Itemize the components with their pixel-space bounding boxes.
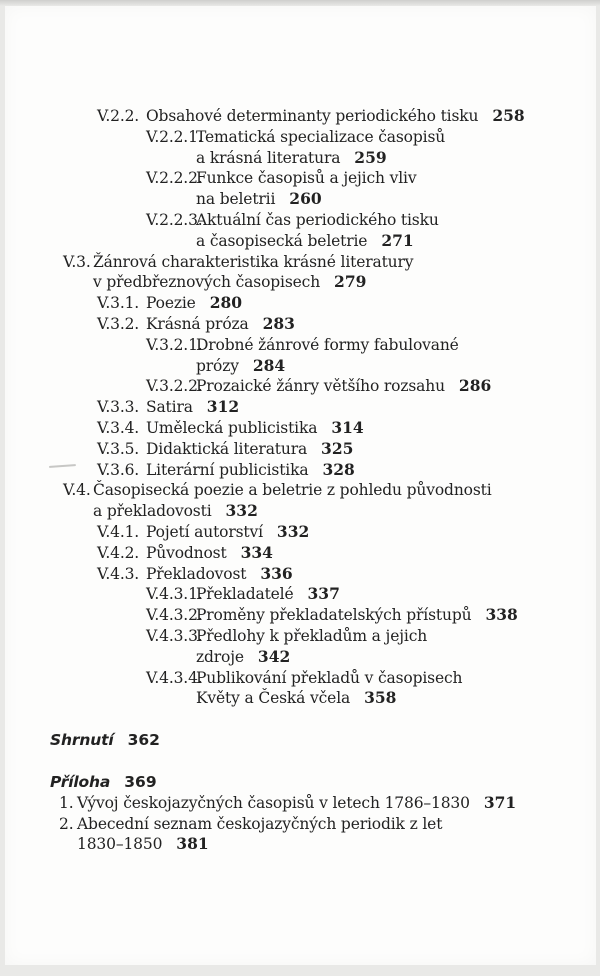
page-number: 381 — [176, 834, 209, 854]
toc-entry — [5, 106, 596, 127]
table-of-contents — [5, 106, 596, 855]
entry-title-line: Žánrová charakteristika krásné literatury — [93, 252, 414, 271]
entry-title — [93, 252, 413, 294]
page-number: 260 — [289, 189, 322, 209]
entry-number: V.2.2.3. — [146, 210, 203, 229]
toc-entry — [5, 439, 596, 460]
entry-title — [146, 397, 239, 418]
section-heading-label: Příloha — [50, 772, 111, 791]
page-number: 325 — [321, 438, 354, 458]
entry-number: V.4.3.2. — [146, 606, 203, 625]
entry-title-line: Časopisecká poezie a beletrie z pohledu původnosti — [93, 481, 492, 500]
page-number: 286 — [458, 376, 492, 396]
entry-number: V.4.3.1. — [146, 585, 203, 604]
entry-title — [77, 793, 516, 814]
entry-title-line: zdroje — [196, 647, 244, 666]
entry-number: V.3.3. — [97, 398, 140, 417]
entry-title-line: na beletrii — [196, 190, 276, 209]
entry-title — [196, 668, 462, 710]
entry-title — [146, 543, 273, 564]
entry-title-line: Aktuální čas periodického tisku — [196, 210, 439, 229]
entry-title-line: prózy — [196, 356, 239, 375]
entry-title — [196, 127, 445, 169]
toc-entry — [5, 522, 596, 543]
entry-title — [196, 626, 427, 668]
entry-title-line: Překladatelé — [196, 585, 294, 604]
entry-number: V.4.2. — [97, 543, 140, 562]
entry-title-line: Abecední seznam českojazyčných periodik z let — [77, 814, 443, 833]
page-number: 338 — [485, 605, 518, 625]
entry-title-line: Květy a Česká včela — [196, 689, 351, 708]
entry-title-line: Prozaické žánry většího rozsahu — [196, 377, 445, 396]
toc-entry — [5, 480, 596, 522]
entry-title — [146, 314, 295, 335]
entry-number: 1. — [59, 793, 74, 812]
entry-number: V.3.1. — [97, 294, 140, 313]
toc-entry — [5, 127, 596, 169]
page-number: 371 — [483, 792, 517, 812]
entry-title — [146, 418, 364, 439]
entry-title — [146, 564, 293, 585]
page-number: 283 — [262, 313, 295, 333]
page-number: 328 — [322, 459, 355, 479]
page-number: 342 — [257, 646, 291, 666]
page-number: 258 — [492, 106, 525, 125]
entry-number: V.3. — [63, 252, 91, 271]
entry-number: V.2.2. — [97, 107, 140, 125]
entry-number: V.3.2. — [97, 314, 140, 333]
entry-title-line: Proměny překladatelských přístupů — [196, 606, 472, 625]
toc-entry — [5, 564, 596, 585]
entry-title — [146, 439, 353, 460]
toc-entry — [5, 335, 596, 377]
toc-entry — [5, 668, 596, 710]
page-number: 271 — [381, 230, 414, 250]
entry-title-line: Pojetí autorství — [146, 522, 263, 541]
toc-section-heading — [5, 772, 596, 793]
entry-number: V.3.2.2. — [146, 377, 203, 396]
entry-title-line: Literární publicistika — [146, 460, 309, 479]
page-number: 259 — [354, 147, 387, 167]
page-number: 362 — [127, 731, 160, 750]
entry-number: V.2.2.1. — [146, 127, 203, 146]
entry-title-line: Didaktická literatura — [146, 439, 308, 458]
page-number: 336 — [260, 563, 293, 583]
entry-title-line: Poezie — [146, 294, 196, 313]
entry-title — [196, 210, 439, 252]
appendix-item — [5, 814, 596, 856]
entry-number: V.4.3.4. — [146, 668, 203, 687]
page-number: 337 — [307, 584, 340, 604]
page-number: 312 — [206, 397, 240, 417]
entry-number: V.4.3.3. — [146, 626, 203, 645]
toc-entry — [5, 626, 596, 668]
entry-title-line: Krásná próza — [146, 314, 249, 333]
page-number: 332 — [276, 521, 310, 541]
entry-number: V.3.6. — [97, 460, 140, 479]
entry-number: V.4.3. — [97, 564, 140, 583]
entry-title-line: v předbřeznových časopisech — [93, 273, 321, 292]
toc-entry — [5, 584, 596, 605]
entry-number: 2. — [59, 814, 74, 833]
entry-title-line: Tematická specializace časopisů — [196, 127, 446, 146]
appendix-item — [5, 793, 596, 814]
entry-title-line: Umělecká publicistika — [146, 418, 318, 437]
page-number: 314 — [331, 417, 364, 437]
entry-number: V.3.2.1. — [146, 335, 203, 354]
paper-sheet — [5, 6, 596, 965]
toc-entry — [5, 460, 596, 481]
toc-entry — [5, 210, 596, 252]
entry-title — [146, 460, 355, 481]
toc-entry — [5, 418, 596, 439]
page-number: 332 — [225, 501, 258, 521]
toc-entry — [5, 376, 596, 397]
toc-entry — [5, 397, 596, 418]
entry-title-line: a krásná literatura — [196, 148, 341, 167]
toc-entry — [5, 293, 596, 314]
entry-title-line: Předlohy k překladům a jejich — [196, 626, 428, 645]
entry-title — [146, 293, 242, 314]
entry-title-line: Obsahové determinanty periodického tisku — [146, 107, 479, 125]
entry-title — [196, 168, 416, 210]
entry-number: V.3.4. — [97, 418, 140, 437]
entry-title-line: 1830–1850 — [77, 835, 163, 854]
page-number: 279 — [334, 272, 367, 292]
entry-title — [77, 814, 442, 856]
page-number: 369 — [124, 772, 157, 791]
toc-entry — [5, 543, 596, 564]
entry-title-line: Překladovost — [146, 564, 247, 583]
entry-title-line: Funkce časopisů a jejich vliv — [196, 169, 417, 188]
entry-number: V.3.5. — [97, 439, 140, 458]
entry-title-line: Vývoj českojazyčných časopisů v letech 1786–1830 — [77, 793, 470, 812]
toc-entry — [5, 314, 596, 335]
entry-title-line: a překladovosti — [93, 502, 212, 521]
entry-title — [196, 335, 459, 377]
entry-title — [146, 106, 525, 127]
toc-entry — [5, 168, 596, 210]
entry-title-line: a časopisecká beletrie — [196, 231, 368, 250]
entry-title-line: Původnost — [146, 543, 227, 562]
entry-title — [196, 605, 518, 626]
entry-title — [196, 584, 340, 605]
section-heading-label: Shrnutí — [50, 731, 114, 750]
entry-number: V.4. — [63, 481, 91, 500]
entry-title — [146, 522, 309, 543]
entry-title — [93, 480, 492, 522]
page-number: 334 — [240, 542, 273, 562]
entry-title — [196, 376, 491, 397]
page-number: 280 — [209, 293, 243, 313]
toc-entry — [5, 605, 596, 626]
page-number: 358 — [364, 688, 397, 708]
entry-title-line: Satira — [146, 398, 193, 417]
toc-entry — [5, 252, 596, 294]
entry-title-line: Drobné žánrové formy fabulované — [196, 335, 459, 354]
page-number: 284 — [252, 355, 286, 375]
entry-number: V.4.1. — [97, 522, 140, 541]
entry-title-line: Publikování překladů v časopisech — [196, 668, 463, 687]
toc-section-heading — [5, 730, 596, 751]
entry-number: V.2.2.2. — [146, 169, 203, 188]
